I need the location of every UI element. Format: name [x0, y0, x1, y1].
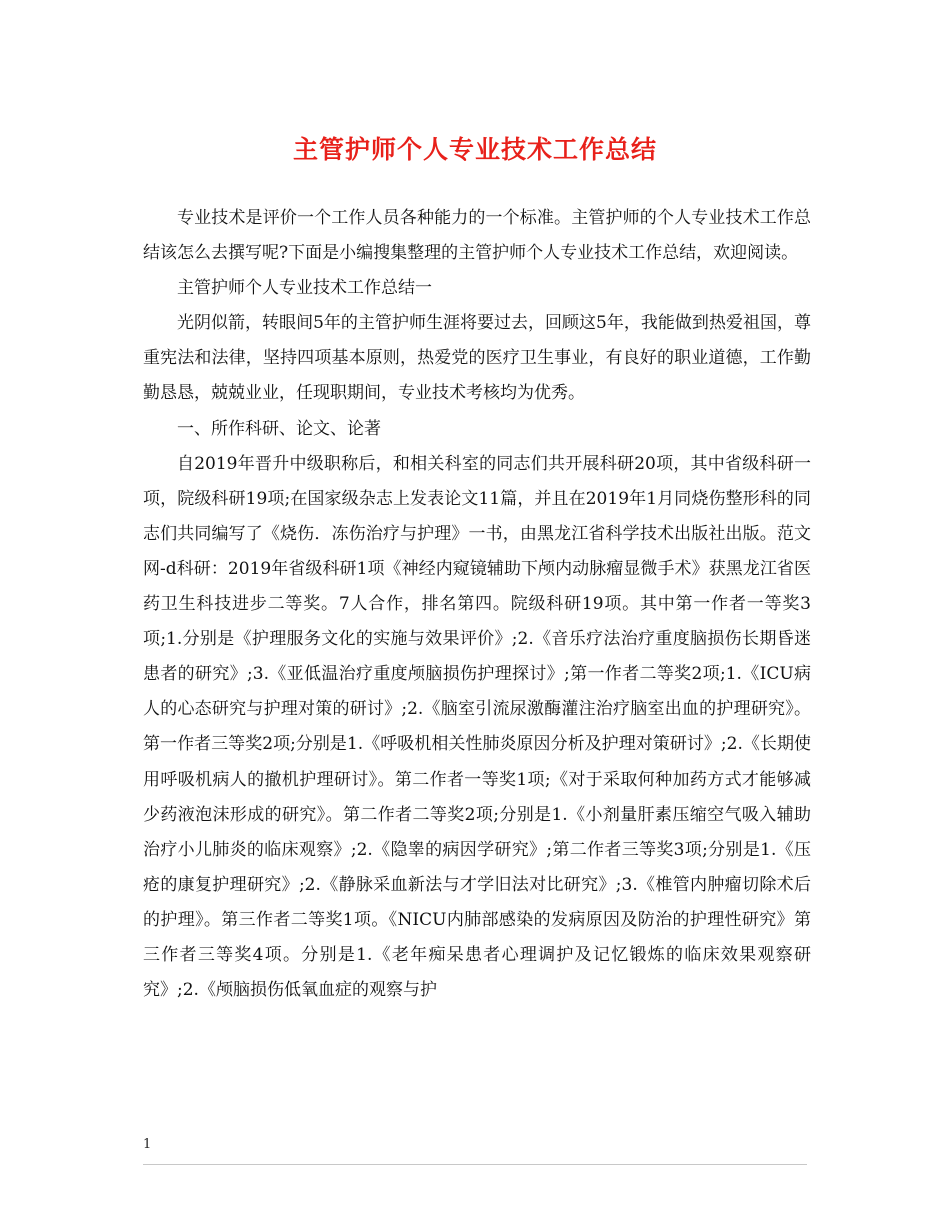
intro-paragraph: 专业技术是评价一个工作人员各种能力的一个标准。主管护师的个人专业技术工作总结该怎么去撰写呢?下面是小编搜集整理的主管护师个人专业技术工作总结，欢迎阅读。	[143, 208, 811, 264]
page-number: 1	[143, 1137, 152, 1152]
document-body	[143, 201, 811, 1008]
section-heading-summary-one: 主管护师个人专业技术工作总结一	[177, 278, 432, 299]
footer-divider	[143, 1164, 807, 1165]
section-heading-research: 一、所作科研、论文、论著	[177, 418, 381, 439]
document-title: 主管护师个人专业技术工作总结	[292, 135, 657, 164]
body-paragraph-research: 自2019年晋升中级职称后，和相关科室的同志们共开展科研20项，其中省级科研一项，院级科研19项;在国家级杂志上发表论文11篇，并且在2019年1月同烧伤整形科的同志们共同编写了《烧伤．冻伤治疗与护理》一书，由黑龙江省科学技术出版社出版。范文网-d科研：2019年省级科研1项《神经内窥镜辅助下颅内动脉瘤显微手术》获黑龙江省医药卫生科技进步二等奖。7人合作，排名第四。院级科研19项。其中第一作者一等奖3项;1.分别是《护理服务文化的实施与效果评价》;2.《音乐疗法治疗重度脑损伤长期昏迷患者的研究》;3.《亚低温治疗重度颅脑损伤护理探讨》;第一作者二等奖2项;1.《ICU病人的心态研究与护理对策的研讨》;2.《脑室引流尿激酶灌注治疗脑室出血的护理研究》。第一作者三等奖2项;分别是1.《呼吸机相关性肺炎原因分析及护理对策研讨》;2.《长期使用呼吸机病人的撤机护理研讨》。第二作者一等奖1项;《对于采取何种加药方式才能够减少药液泡沫形成的研究》。第二作者二等奖2项;分别是1.《小剂量肝素压缩空气吸入辅助治疗小儿肺炎的临床观察》;2.《隐睾的病因学研究》;第二作者三等奖3项;分别是1.《压疮的康复护理研究》;2.《静脉采血新法与才学旧法对比研究》;3.《椎管内肿瘤切除术后的护理》。第三作者二等奖1项。《NICU内肺部感染的发病原因及防治的护理性研究》第三作者三等奖4项。分别是1.《老年痴呆患者心理调护及记忆锻炼的临床效果观察研究》;2.《颅脑损伤低氧血症的观察与护	[143, 453, 811, 1001]
body-paragraph: 光阴似箭，转眼间5年的主管护师生涯将要过去，回顾这5年，我能做到热爱祖国，尊重宪法和法律，坚持四项基本原则，热爱党的医疗卫生事业，有良好的职业道德，工作勤勤恳恳，兢兢业业，任现职期间，专业技术考核均为优秀。	[143, 313, 811, 404]
